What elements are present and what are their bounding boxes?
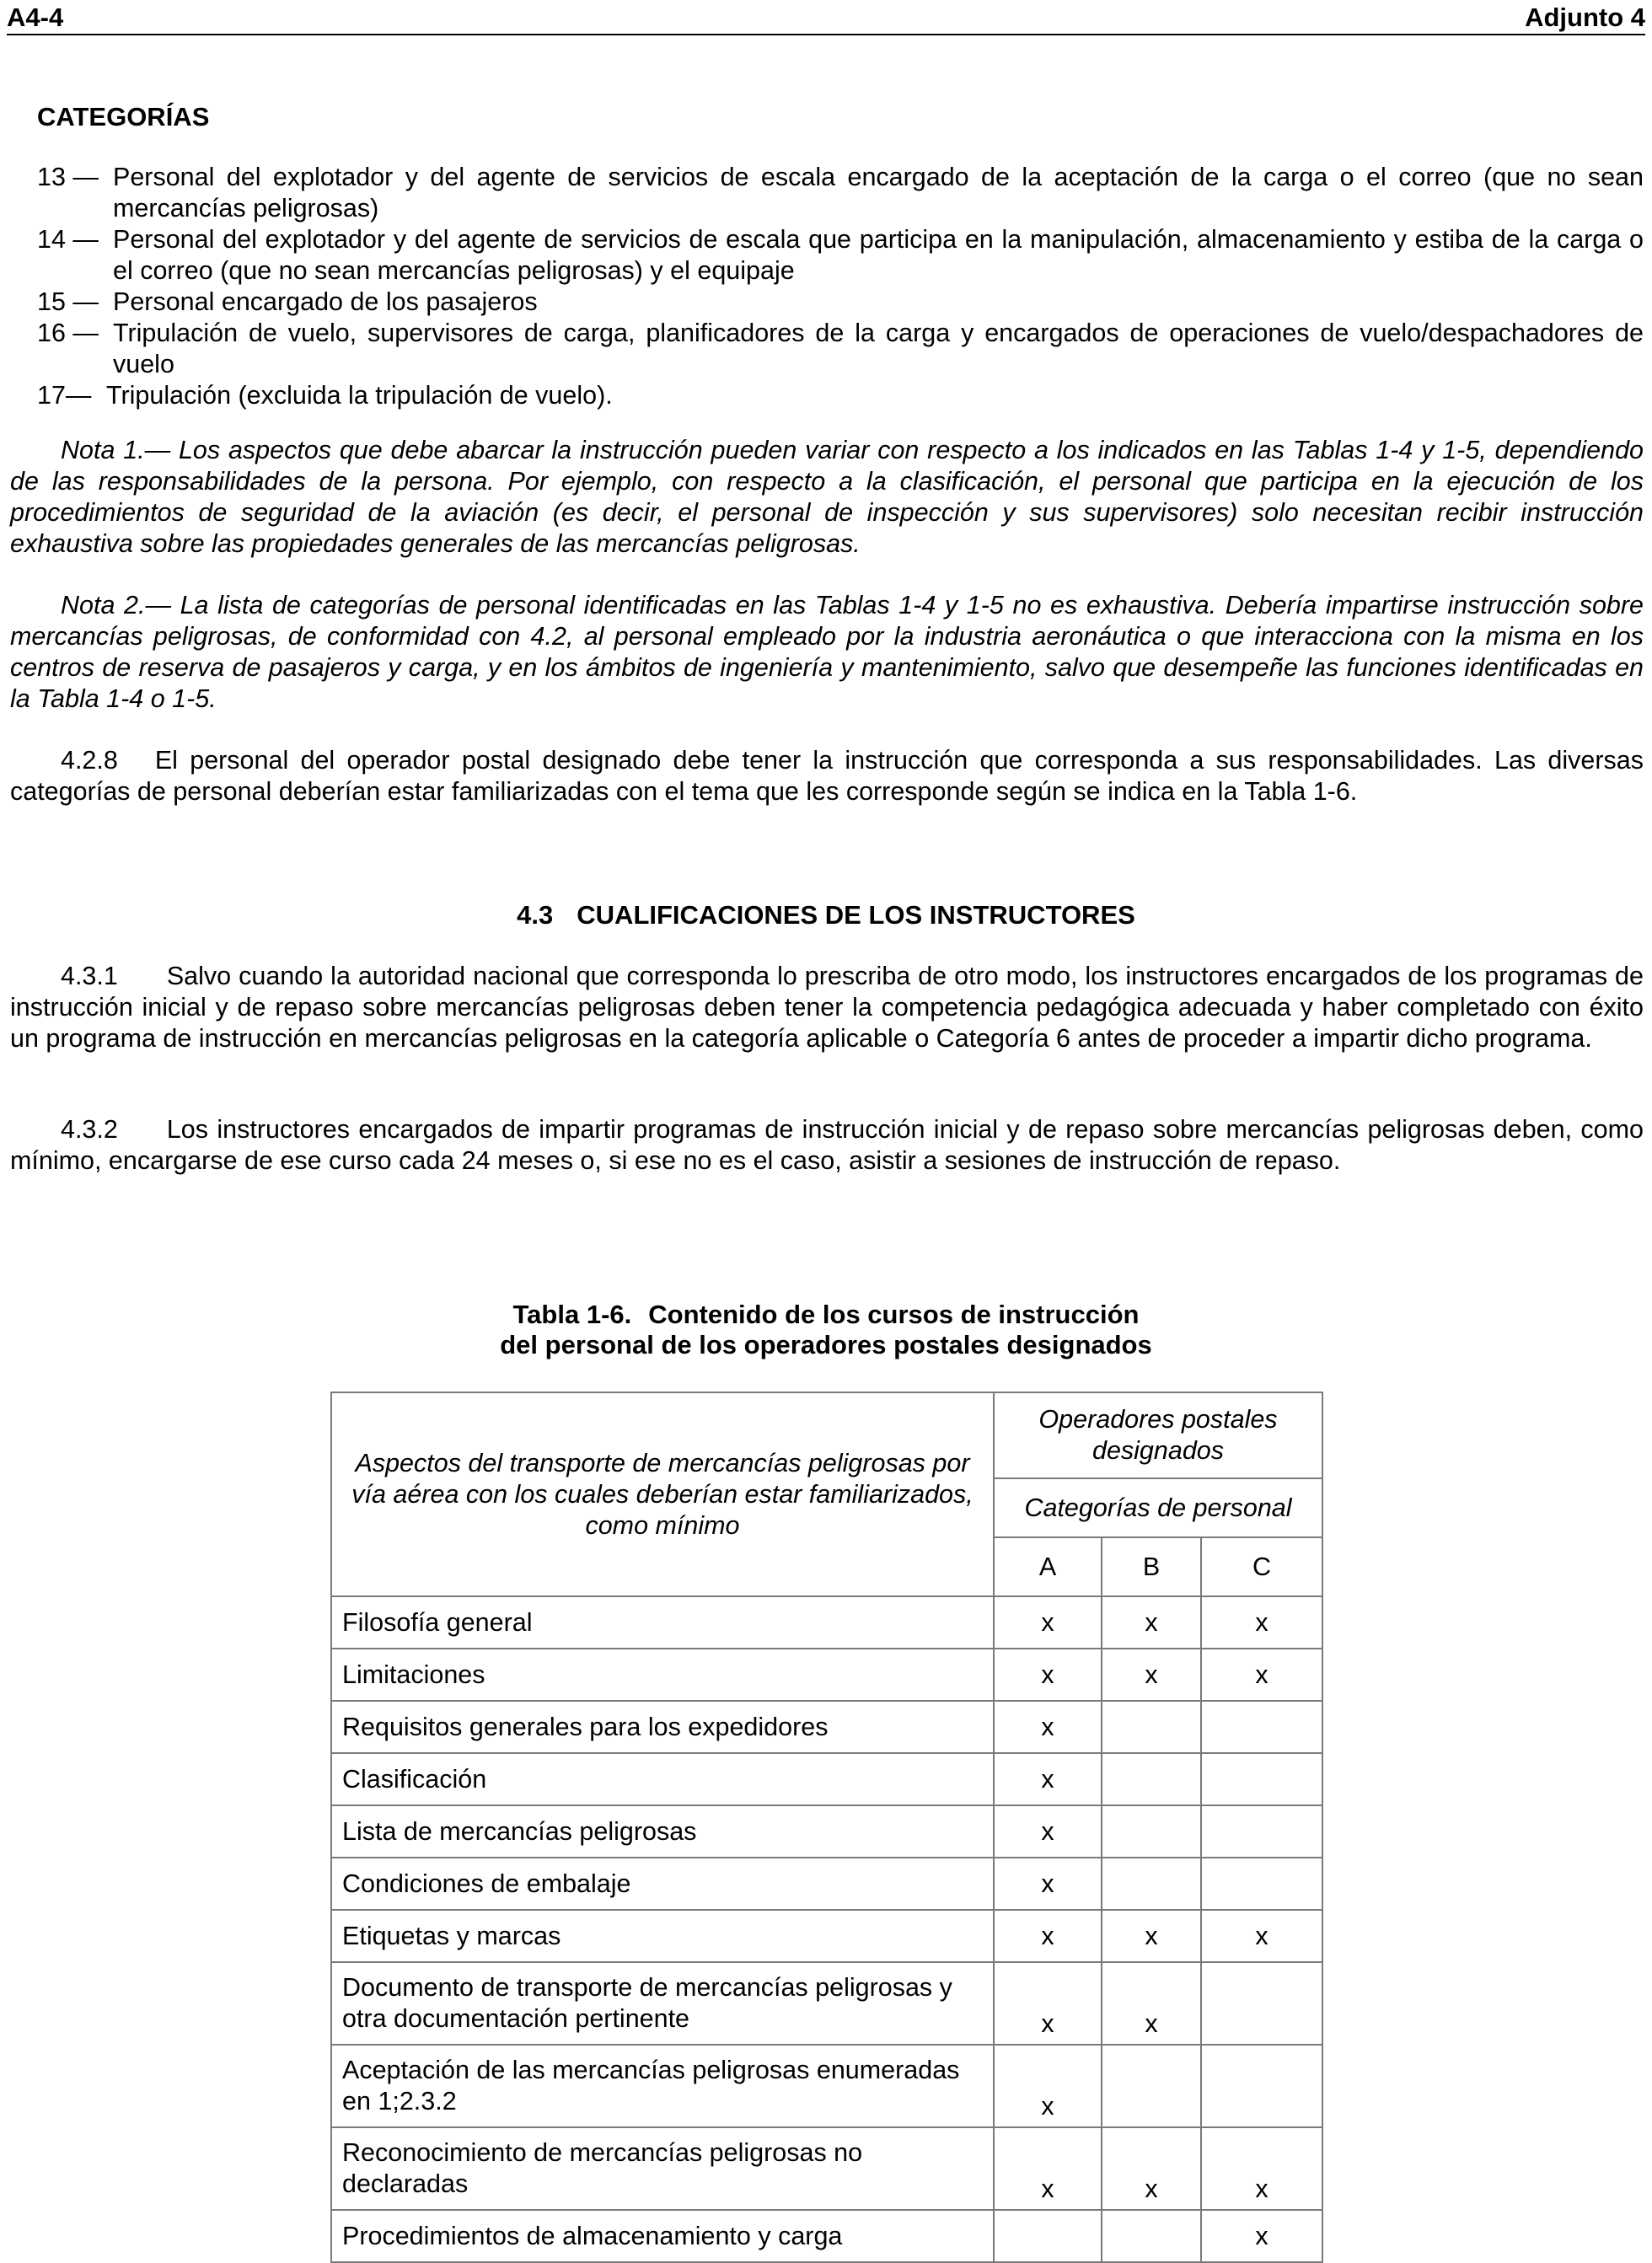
category-text: Personal del explotador y del agente de servicios de escala que participa en la manipulación, almacenamiento y estiba de la carga o el correo (que no sean mercancías peligrosas) y el equipaje bbox=[113, 225, 1644, 285]
category-number: 17— bbox=[37, 381, 92, 410]
aspect-cell: Etiquetas y marcas bbox=[331, 1910, 994, 1962]
cell-a bbox=[994, 2210, 1102, 2262]
table-row bbox=[331, 1596, 1322, 1649]
category-item bbox=[37, 224, 1644, 287]
aspect-cell: Lista de mercancías peligrosas bbox=[331, 1805, 994, 1858]
category-text: Personal encargado de los pasajeros bbox=[113, 287, 538, 316]
section-number: 4.3 bbox=[517, 900, 554, 930]
category-text: Personal del explotador y del agente de servicios de escala encargado de la aceptación de la carga o el correo (que no sean mercancías peligrosas) bbox=[113, 163, 1644, 223]
table-row bbox=[331, 1910, 1322, 1962]
cell-a: x bbox=[994, 1962, 1102, 2045]
categories-title: CATEGORÍAS bbox=[37, 102, 210, 131]
cell-c bbox=[1201, 2045, 1322, 2127]
training-content-table bbox=[330, 1392, 1323, 2263]
table-row bbox=[331, 1701, 1322, 1753]
table-title-2: del personal de los operadores postales designados bbox=[500, 1330, 1152, 1359]
cell-a: x bbox=[994, 2127, 1102, 2210]
paragraph-text: Salvo cuando la autoridad nacional que corresponda lo prescriba de otro modo, los instructores encargados de los programas de instrucción inicial y de repaso sobre mercancías peligrosas deben tener la competencia pedagógica adecuada y haber completado con éxito un programa de instrucción en mercancías peligrosas en la categoría aplicable o Categoría 6 antes de proceder a impartir dicho programa. bbox=[10, 962, 1644, 1053]
category-text: Tripulación (excluida la tripulación de vuelo). bbox=[106, 381, 613, 410]
aspect-cell: Limitaciones bbox=[331, 1649, 994, 1701]
section-title: CUALIFICACIONES DE LOS INSTRUCTORES bbox=[577, 900, 1135, 930]
cell-a: x bbox=[994, 2045, 1102, 2127]
cell-b bbox=[1102, 1753, 1201, 1805]
paragraph-number: 4.3.1 bbox=[61, 962, 118, 990]
category-number: 13 — bbox=[37, 163, 99, 191]
aspect-cell: Filosofía general bbox=[331, 1596, 994, 1649]
table-row bbox=[331, 2127, 1322, 2210]
cell-b bbox=[1102, 1701, 1201, 1753]
paragraph-4-2-8 bbox=[10, 745, 1644, 807]
categories-header: Categorías de personal bbox=[994, 1478, 1322, 1537]
paragraph-number: 4.2.8 bbox=[61, 746, 118, 775]
cell-b: x bbox=[1102, 1910, 1201, 1962]
paragraph-4-3-1 bbox=[10, 961, 1644, 1054]
cell-c bbox=[1201, 1701, 1322, 1753]
table-row bbox=[331, 1805, 1322, 1858]
table-number: Tabla 1-6. bbox=[512, 1300, 632, 1329]
table-caption-line-1 bbox=[0, 1300, 1652, 1330]
table-header-row bbox=[331, 1392, 1322, 1478]
cell-c bbox=[1201, 1753, 1322, 1805]
page-header bbox=[7, 0, 1645, 35]
cell-c: x bbox=[1201, 1649, 1322, 1701]
cell-b: x bbox=[1102, 2127, 1201, 2210]
cell-a: x bbox=[994, 1910, 1102, 1962]
aspect-cell: Documento de transporte de mercancías peligrosas y otra documentación pertinente bbox=[331, 1962, 994, 2045]
aspect-cell: Procedimientos de almacenamiento y carga bbox=[331, 2210, 994, 2262]
paragraph-text: Los instructores encargados de impartir programas de instrucción inicial y de repaso sobre mercancías peligrosas deben, como mínimo, encargarse de ese curso cada 24 meses o, si ese no es el caso, asistir a sesiones de instrucción de repaso. bbox=[10, 1115, 1644, 1175]
cell-b: x bbox=[1102, 1596, 1201, 1649]
aspect-cell: Clasificación bbox=[331, 1753, 994, 1805]
cell-a: x bbox=[994, 1596, 1102, 1649]
table-row bbox=[331, 2210, 1322, 2262]
cell-b bbox=[1102, 2210, 1201, 2262]
note-2 bbox=[10, 590, 1644, 715]
cell-a: x bbox=[994, 1858, 1102, 1910]
aspect-cell: Reconocimiento de mercancías peligrosas no declaradas bbox=[331, 2127, 994, 2210]
table-row bbox=[331, 1858, 1322, 1910]
note-2-text: Nota 2.— La lista de categorías de personal identificadas en las Tablas 1-4 y 1-5 no es exhaustiva. Debería impartirse instrucción sobre mercancías peligrosas, de conformidad con 4.2, al personal empleado por la industria aeronáutica o que interacciona con la misma en los centros de reserva de pasajeros y carga, y en los ámbitos de ingeniería y mantenimiento, salvo que desempeñe las funciones identificadas en la Tabla 1-4 o 1-5. bbox=[10, 591, 1644, 713]
table-caption bbox=[0, 1300, 1652, 1360]
category-item bbox=[37, 380, 1644, 411]
cell-c: x bbox=[1201, 1910, 1322, 1962]
category-number: 14 — bbox=[37, 225, 99, 254]
table-row bbox=[331, 1962, 1322, 2045]
aspect-cell: Condiciones de embalaje bbox=[331, 1858, 994, 1910]
note-1-text: Nota 1.— Los aspectos que debe abarcar la instrucción pueden variar con respecto a los indicados en las Tablas 1-4 y 1-5, dependiendo de las responsabilidades de la persona. Por ejemplo, con respecto a la clasificación, el personal que participa en la ejecución de los procedimientos de seguridad de la aviación (es decir, el personal de inspección y sus supervisores) solo necesitan recibir instrucción exhaustiva sobre las propiedades generales de las mercancías peligrosas. bbox=[10, 436, 1644, 558]
cell-c: x bbox=[1201, 2127, 1322, 2210]
cell-b bbox=[1102, 2045, 1201, 2127]
cell-c bbox=[1201, 1858, 1322, 1910]
table-row bbox=[331, 1649, 1322, 1701]
column-header-a: A bbox=[994, 1537, 1102, 1596]
aspects-header: Aspectos del transporte de mercancías peligrosas por vía aérea con los cuales deberían estar familiarizados, como mínimo bbox=[331, 1392, 994, 1596]
aspect-cell: Aceptación de las mercancías peligrosas enumeradas en 1;2.3.2 bbox=[331, 2045, 994, 2127]
table-row bbox=[331, 2045, 1322, 2127]
paragraph-number: 4.3.2 bbox=[61, 1115, 118, 1144]
page-number: A4-4 bbox=[7, 3, 64, 32]
table-title-1: Contenido de los cursos de instrucción bbox=[648, 1300, 1140, 1329]
cell-c bbox=[1201, 1805, 1322, 1858]
categories-list bbox=[37, 162, 1644, 411]
column-header-c: C bbox=[1201, 1537, 1322, 1596]
section-heading bbox=[0, 899, 1652, 930]
category-number: 15 — bbox=[37, 287, 99, 316]
cell-c: x bbox=[1201, 1596, 1322, 1649]
column-header-b: B bbox=[1102, 1537, 1201, 1596]
aspect-cell: Requisitos generales para los expedidores bbox=[331, 1701, 994, 1753]
cell-c: x bbox=[1201, 2210, 1322, 2262]
category-item bbox=[37, 162, 1644, 224]
paragraph-4-3-2 bbox=[10, 1114, 1644, 1177]
note-1 bbox=[10, 435, 1644, 560]
cell-c bbox=[1201, 1962, 1322, 2045]
category-item bbox=[37, 287, 1644, 318]
cell-b: x bbox=[1102, 1962, 1201, 2045]
cell-b bbox=[1102, 1858, 1201, 1910]
cell-a: x bbox=[994, 1649, 1102, 1701]
cell-a: x bbox=[994, 1753, 1102, 1805]
paragraph-text: El personal del operador postal designado debe tener la instrucción que corresponda a sus responsabilidades. Las diversas categorías de personal deberían estar familiarizadas con el tema que les corresponde según se indica en la Tabla 1-6. bbox=[10, 746, 1644, 806]
cell-a: x bbox=[994, 1701, 1102, 1753]
attachment-label: Adjunto 4 bbox=[1525, 3, 1645, 32]
category-text: Tripulación de vuelo, supervisores de carga, planificadores de la carga y encargados de operaciones de vuelo/despachadores de vuelo bbox=[113, 319, 1644, 378]
cell-b bbox=[1102, 1805, 1201, 1858]
cell-a: x bbox=[994, 1805, 1102, 1858]
table-row bbox=[331, 1753, 1322, 1805]
category-number: 16 — bbox=[37, 319, 99, 347]
cell-b: x bbox=[1102, 1649, 1201, 1701]
category-item bbox=[37, 318, 1644, 380]
operators-header: Operadores postales designados bbox=[994, 1392, 1322, 1478]
